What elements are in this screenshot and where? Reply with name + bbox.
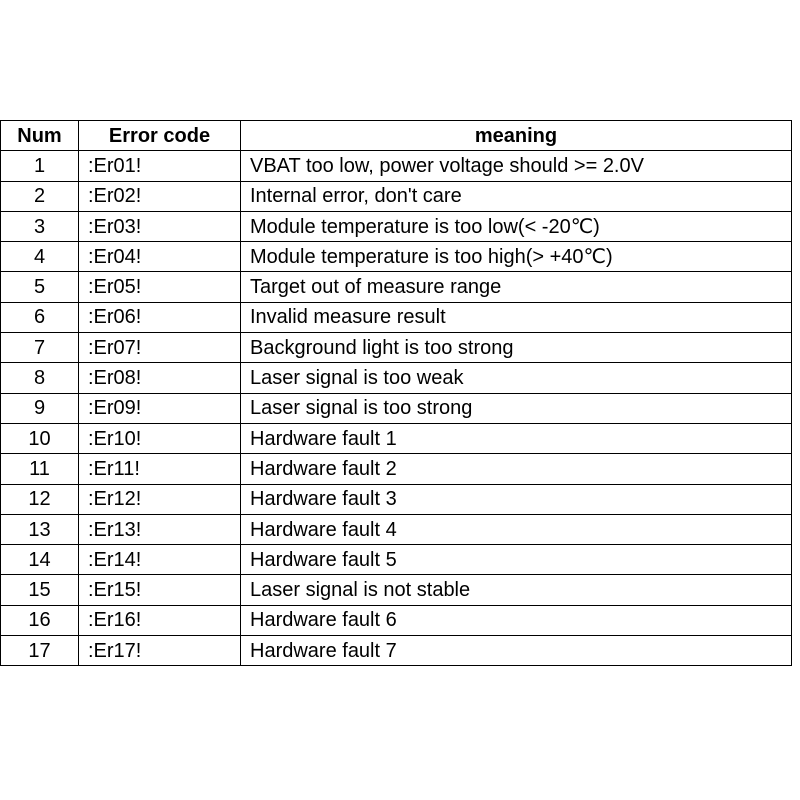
cell-num: 9 — [1, 393, 79, 423]
table-row — [1, 333, 792, 363]
table-row — [1, 242, 792, 272]
table-row — [1, 575, 792, 605]
cell-num: 17 — [1, 636, 79, 666]
cell-num: 7 — [1, 333, 79, 363]
cell-meaning: Hardware fault 3 — [241, 484, 792, 514]
cell-num: 10 — [1, 423, 79, 453]
cell-meaning: Invalid measure result — [241, 302, 792, 332]
cell-meaning: Hardware fault 2 — [241, 454, 792, 484]
cell-error-code: :Er08! — [79, 363, 241, 393]
cell-meaning: Hardware fault 7 — [241, 636, 792, 666]
cell-num: 8 — [1, 363, 79, 393]
table-header-row — [1, 121, 792, 151]
table-row — [1, 636, 792, 666]
cell-error-code: :Er14! — [79, 545, 241, 575]
table-row — [1, 302, 792, 332]
cell-meaning: Module temperature is too high(> +40℃) — [241, 242, 792, 272]
cell-meaning: Hardware fault 5 — [241, 545, 792, 575]
cell-num: 1 — [1, 151, 79, 181]
cell-num: 12 — [1, 484, 79, 514]
error-code-table — [0, 120, 792, 666]
cell-num: 15 — [1, 575, 79, 605]
cell-num: 5 — [1, 272, 79, 302]
table-row — [1, 181, 792, 211]
cell-num: 16 — [1, 605, 79, 635]
table-row — [1, 423, 792, 453]
cell-error-code: :Er10! — [79, 423, 241, 453]
table-row — [1, 393, 792, 423]
cell-num: 3 — [1, 211, 79, 241]
cell-error-code: :Er16! — [79, 605, 241, 635]
cell-meaning: Laser signal is too weak — [241, 363, 792, 393]
cell-meaning: Module temperature is too low(< -20℃) — [241, 211, 792, 241]
cell-num: 13 — [1, 514, 79, 544]
table-row — [1, 484, 792, 514]
cell-meaning: Background light is too strong — [241, 333, 792, 363]
cell-error-code: :Er01! — [79, 151, 241, 181]
cell-error-code: :Er06! — [79, 302, 241, 332]
cell-meaning: Laser signal is too strong — [241, 393, 792, 423]
cell-error-code: :Er04! — [79, 242, 241, 272]
cell-error-code: :Er05! — [79, 272, 241, 302]
cell-num: 6 — [1, 302, 79, 332]
cell-error-code: :Er07! — [79, 333, 241, 363]
cell-meaning: Hardware fault 4 — [241, 514, 792, 544]
cell-error-code: :Er11! — [79, 454, 241, 484]
table-row — [1, 151, 792, 181]
header-num: Num — [1, 121, 79, 151]
cell-meaning: Hardware fault 1 — [241, 423, 792, 453]
cell-error-code: :Er12! — [79, 484, 241, 514]
cell-meaning: Target out of measure range — [241, 272, 792, 302]
cell-num: 11 — [1, 454, 79, 484]
cell-error-code: :Er03! — [79, 211, 241, 241]
cell-num: 14 — [1, 545, 79, 575]
cell-meaning: Hardware fault 6 — [241, 605, 792, 635]
header-meaning: meaning — [241, 121, 792, 151]
cell-num: 4 — [1, 242, 79, 272]
cell-meaning: VBAT too low, power voltage should >= 2.0V — [241, 151, 792, 181]
cell-meaning: Laser signal is not stable — [241, 575, 792, 605]
cell-error-code: :Er13! — [79, 514, 241, 544]
cell-meaning: Internal error, don't care — [241, 181, 792, 211]
table-row — [1, 363, 792, 393]
table-row — [1, 605, 792, 635]
cell-error-code: :Er09! — [79, 393, 241, 423]
table-row — [1, 514, 792, 544]
table-row — [1, 454, 792, 484]
header-error-code: Error code — [79, 121, 241, 151]
cell-error-code: :Er15! — [79, 575, 241, 605]
table-row — [1, 272, 792, 302]
table-row — [1, 211, 792, 241]
table-row — [1, 545, 792, 575]
cell-error-code: :Er17! — [79, 636, 241, 666]
cell-error-code: :Er02! — [79, 181, 241, 211]
cell-num: 2 — [1, 181, 79, 211]
